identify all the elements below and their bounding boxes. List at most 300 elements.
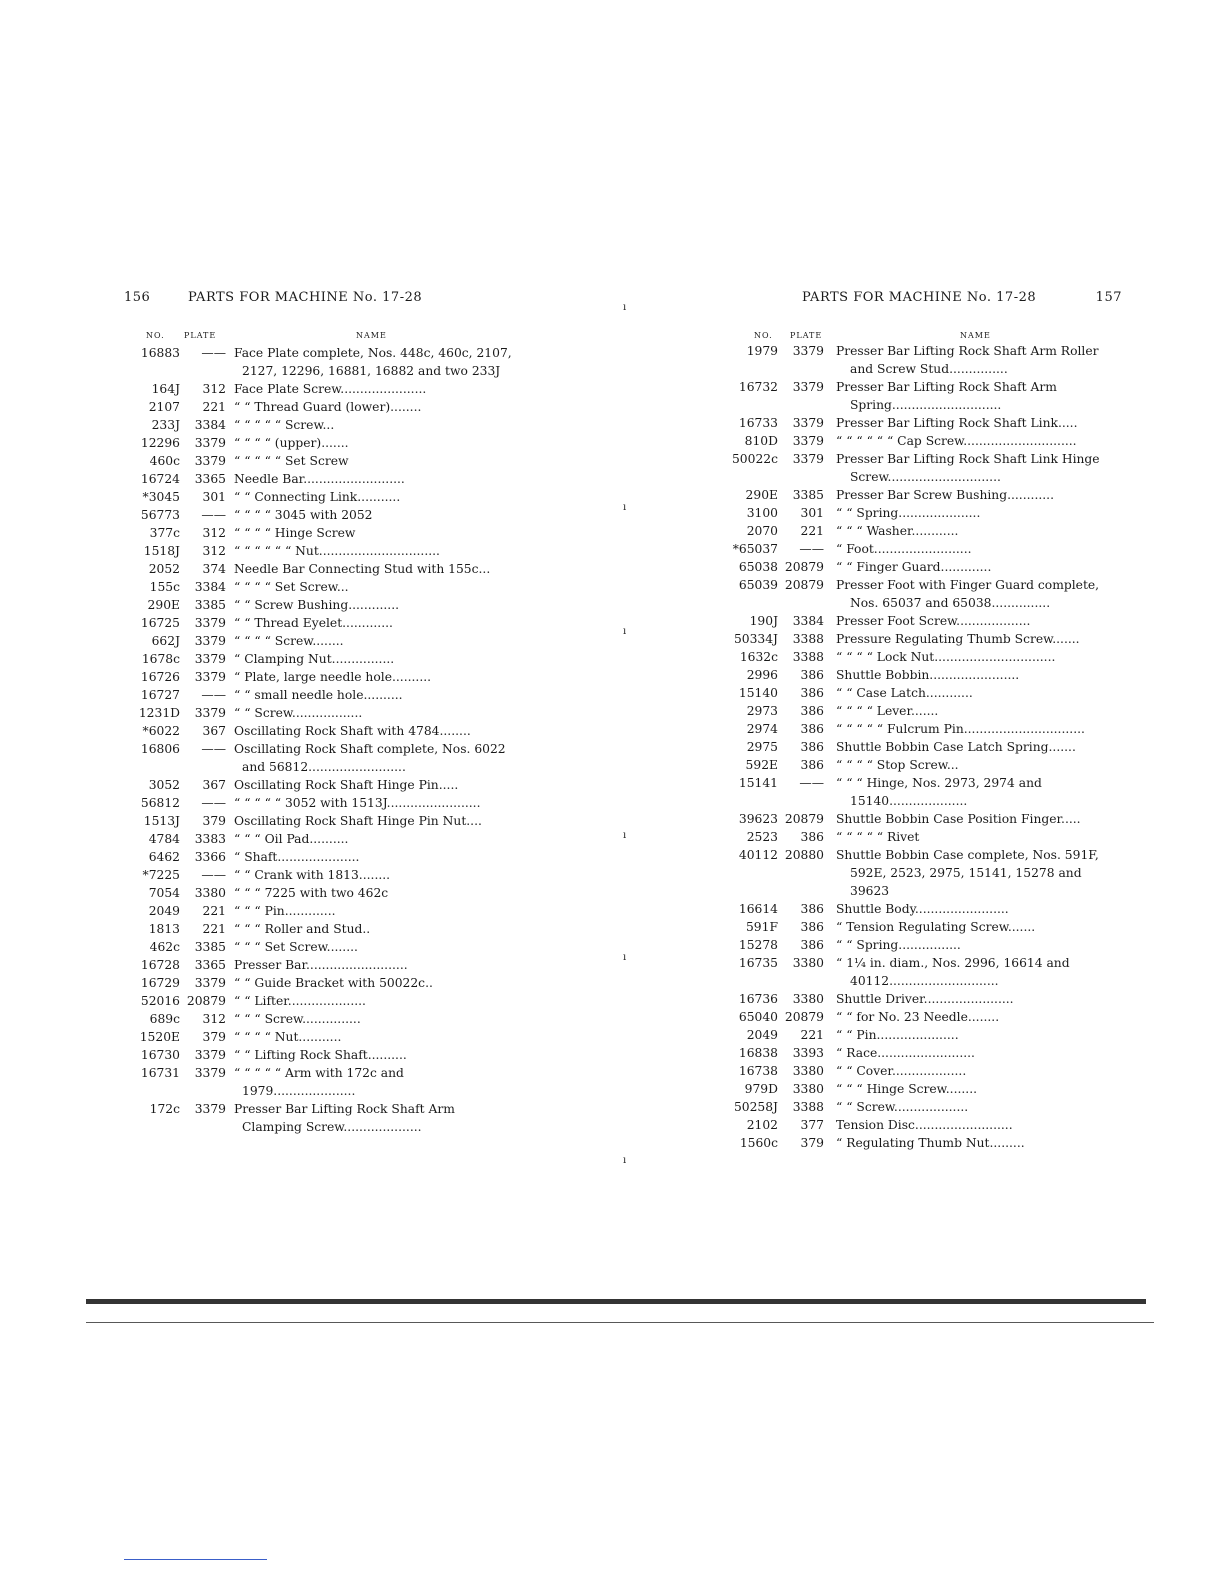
part-name: “ “ “ Screw............... bbox=[234, 1012, 361, 1026]
plate-number: 377 bbox=[800, 1118, 824, 1132]
list-item bbox=[120, 974, 518, 992]
part-name: Needle Bar.......................... bbox=[234, 472, 405, 486]
list-item bbox=[120, 542, 518, 560]
part-number: 16735 bbox=[738, 956, 778, 970]
plate-number: 221 bbox=[202, 904, 226, 918]
part-number: 16727 bbox=[140, 688, 180, 702]
right-page-title: PARTS FOR MACHINE No. 17-28 bbox=[802, 290, 1037, 305]
part-number: 12296 bbox=[140, 436, 180, 450]
part-name: “ “ small needle hole.......... bbox=[234, 688, 403, 702]
plate-number: 3385 bbox=[194, 598, 226, 612]
part-name: Shuttle Bobbin Case Position Finger..... bbox=[836, 812, 1081, 826]
part-number: 3100 bbox=[746, 506, 778, 520]
list-item bbox=[120, 398, 518, 416]
plate-number: 3384 bbox=[194, 580, 226, 594]
plate-number: 312 bbox=[202, 544, 226, 558]
list-item bbox=[730, 414, 1122, 432]
part-number: 52016 bbox=[140, 994, 180, 1008]
part-name: Presser Bar Lifting Rock Shaft Arm Roller and Screw Stud............... bbox=[836, 344, 1099, 376]
plate-number: 386 bbox=[800, 830, 824, 844]
gutter-mark: ı bbox=[623, 626, 627, 637]
plate-number: 221 bbox=[202, 400, 226, 414]
list-item bbox=[730, 702, 1122, 720]
part-name: “ “ “ “ Nut........... bbox=[234, 1030, 342, 1044]
plate-number: 379 bbox=[800, 1136, 824, 1150]
gutter-mark: ı bbox=[623, 502, 627, 513]
part-name: “ “ Thread Guard (lower)........ bbox=[234, 400, 422, 414]
plate-number: 20879 bbox=[186, 994, 226, 1008]
plate-number: 386 bbox=[800, 902, 824, 916]
part-number: 2973 bbox=[746, 704, 778, 718]
part-number: 65039 bbox=[738, 578, 778, 592]
col-header-name: NAME bbox=[960, 331, 991, 340]
list-item bbox=[730, 1134, 1122, 1152]
list-item bbox=[120, 794, 518, 812]
part-name: Oscillating Rock Shaft with 4784........ bbox=[234, 724, 471, 738]
part-name: “ “ “ Oil Pad.......... bbox=[234, 832, 349, 846]
part-name: “ “ Connecting Link........... bbox=[234, 490, 401, 504]
plate-number: 3379 bbox=[792, 380, 824, 394]
list-item bbox=[730, 828, 1122, 846]
part-number: 1979 bbox=[746, 344, 778, 358]
part-name: Oscillating Rock Shaft Hinge Pin Nut.... bbox=[234, 814, 482, 828]
list-item bbox=[730, 666, 1122, 684]
plate-number: 374 bbox=[202, 562, 226, 576]
part-name: Shuttle Driver....................... bbox=[836, 992, 1014, 1006]
plate-number: —— bbox=[201, 742, 226, 756]
list-item bbox=[120, 830, 518, 848]
list-item bbox=[730, 684, 1122, 702]
plate-number: 20879 bbox=[784, 560, 824, 574]
plate-number: 3379 bbox=[194, 1048, 226, 1062]
list-item bbox=[730, 504, 1122, 522]
part-name: “ Tension Regulating Screw....... bbox=[836, 920, 1036, 934]
part-number: 16733 bbox=[738, 416, 778, 430]
list-item bbox=[730, 576, 1122, 612]
list-item bbox=[120, 1100, 518, 1136]
scan-edge-rule bbox=[86, 1299, 1146, 1304]
part-number: 50022c bbox=[731, 452, 778, 466]
part-number: 16732 bbox=[738, 380, 778, 394]
plate-number: —— bbox=[201, 688, 226, 702]
list-item bbox=[120, 920, 518, 938]
plate-number: 367 bbox=[202, 778, 226, 792]
part-name: “ “ Spring..................... bbox=[836, 506, 981, 520]
part-name: “ 1¼ in. diam., Nos. 2996, 16614 and 40112............................ bbox=[836, 956, 1070, 988]
part-name: Shuttle Bobbin....................... bbox=[836, 668, 1020, 682]
part-number: 2102 bbox=[746, 1118, 778, 1132]
part-number: 190J bbox=[749, 614, 778, 628]
part-name: Presser Bar Lifting Rock Shaft Link..... bbox=[836, 416, 1078, 430]
right-parts-list bbox=[730, 342, 1122, 1152]
part-number: 16728 bbox=[140, 958, 180, 972]
col-header-plate: PLATE bbox=[790, 331, 823, 340]
part-name: “ “ “ “ Stop Screw... bbox=[836, 758, 959, 772]
list-item bbox=[120, 686, 518, 704]
list-item bbox=[730, 342, 1122, 378]
list-item bbox=[120, 650, 518, 668]
part-name: “ Plate, large needle hole.......... bbox=[234, 670, 432, 684]
part-number: 1813 bbox=[148, 922, 180, 936]
list-item bbox=[730, 1116, 1122, 1134]
plate-number: 221 bbox=[800, 1028, 824, 1042]
plate-number: —— bbox=[799, 776, 824, 790]
plate-number: 312 bbox=[202, 1012, 226, 1026]
plate-number: 3388 bbox=[792, 650, 824, 664]
list-item bbox=[730, 846, 1122, 900]
part-number: 172c bbox=[149, 1102, 180, 1116]
part-number: 1678c bbox=[141, 652, 180, 666]
right-page bbox=[730, 0, 1122, 1220]
part-number: 979D bbox=[744, 1082, 778, 1096]
list-item bbox=[730, 540, 1122, 558]
list-item bbox=[120, 632, 518, 650]
part-name: “ “ “ Roller and Stud.. bbox=[234, 922, 371, 936]
plate-number: 3383 bbox=[194, 832, 226, 846]
part-name: “ “ “ “ “ Screw... bbox=[234, 418, 335, 432]
list-item bbox=[120, 434, 518, 452]
list-item bbox=[120, 614, 518, 632]
list-item bbox=[730, 918, 1122, 936]
list-item bbox=[730, 612, 1122, 630]
part-number: 2996 bbox=[746, 668, 778, 682]
part-number: 4784 bbox=[148, 832, 180, 846]
part-number: 2107 bbox=[148, 400, 180, 414]
plate-number: 3379 bbox=[194, 436, 226, 450]
list-item bbox=[120, 992, 518, 1010]
list-item bbox=[120, 884, 518, 902]
list-item bbox=[120, 1064, 518, 1100]
plate-number: 379 bbox=[202, 1030, 226, 1044]
list-item bbox=[120, 956, 518, 974]
list-item bbox=[120, 1046, 518, 1064]
part-number: *3045 bbox=[142, 490, 180, 504]
part-name: “ “ “ Set Screw........ bbox=[234, 940, 358, 954]
plate-number: —— bbox=[201, 796, 226, 810]
part-name: “ “ Screw Bushing............. bbox=[234, 598, 400, 612]
list-item bbox=[120, 344, 518, 380]
part-number: 56812 bbox=[140, 796, 180, 810]
plate-number: 20879 bbox=[784, 578, 824, 592]
part-number: 16726 bbox=[140, 670, 180, 684]
list-item bbox=[120, 740, 518, 776]
list-item bbox=[120, 1028, 518, 1046]
part-number: 290E bbox=[745, 488, 778, 502]
part-name: “ “ “ “ “ “ Cap Screw............................. bbox=[836, 434, 1077, 448]
plate-number: 3379 bbox=[792, 452, 824, 466]
list-item bbox=[120, 668, 518, 686]
list-item bbox=[120, 596, 518, 614]
list-item bbox=[730, 738, 1122, 756]
part-name: Presser Bar Lifting Rock Shaft Arm Spring............................ bbox=[836, 380, 1057, 412]
list-item bbox=[730, 1080, 1122, 1098]
list-item bbox=[120, 938, 518, 956]
part-number: 1231D bbox=[138, 706, 180, 720]
plate-number: —— bbox=[799, 542, 824, 556]
part-name: Face Plate Screw...................... bbox=[234, 382, 427, 396]
scan-edge-rule bbox=[86, 1322, 1154, 1323]
left-page-number: 156 bbox=[124, 290, 151, 305]
part-number: 1520E bbox=[139, 1030, 180, 1044]
list-item bbox=[730, 900, 1122, 918]
part-name: “ “ Pin..................... bbox=[836, 1028, 959, 1042]
list-item bbox=[730, 990, 1122, 1008]
part-name: “ “ “ “ “ 3052 with 1513J........................ bbox=[234, 796, 481, 810]
part-number: 16724 bbox=[140, 472, 180, 486]
part-number: 50258J bbox=[733, 1100, 778, 1114]
part-name: “ “ “ “ (upper)....... bbox=[234, 436, 349, 450]
list-item bbox=[120, 722, 518, 740]
part-name: “ “ “ “ 3045 with 2052 bbox=[234, 508, 373, 522]
part-name: “ “ Screw.................. bbox=[234, 706, 363, 720]
list-item bbox=[730, 1008, 1122, 1026]
left-parts-list bbox=[120, 344, 518, 1136]
part-number: 2975 bbox=[746, 740, 778, 754]
plate-number: 3380 bbox=[792, 1064, 824, 1078]
list-item bbox=[730, 720, 1122, 738]
part-number: 16736 bbox=[738, 992, 778, 1006]
part-number: 15140 bbox=[738, 686, 778, 700]
left-column-headers bbox=[120, 331, 518, 343]
list-item bbox=[730, 450, 1122, 486]
part-number: 1518J bbox=[143, 544, 180, 558]
plate-number: 386 bbox=[800, 938, 824, 952]
list-item bbox=[730, 756, 1122, 774]
part-number: 16738 bbox=[738, 1064, 778, 1078]
col-header-no: NO. bbox=[146, 331, 165, 340]
list-item bbox=[730, 558, 1122, 576]
right-page-number: 157 bbox=[1095, 290, 1122, 305]
part-number: 3052 bbox=[148, 778, 180, 792]
part-number: 462c bbox=[149, 940, 180, 954]
plate-number: 301 bbox=[202, 490, 226, 504]
part-name: Presser Bar Lifting Rock Shaft Link Hinge Screw............................. bbox=[836, 452, 1100, 484]
part-name: Shuttle Bobbin Case Latch Spring....... bbox=[836, 740, 1076, 754]
plate-number: 312 bbox=[202, 526, 226, 540]
list-item bbox=[120, 578, 518, 596]
plate-number: 20879 bbox=[784, 1010, 824, 1024]
part-name: Presser Bar.......................... bbox=[234, 958, 408, 972]
part-name: “ “ Guide Bracket with 50022c.. bbox=[234, 976, 433, 990]
plate-number: 3384 bbox=[194, 418, 226, 432]
plate-number: 386 bbox=[800, 668, 824, 682]
list-item bbox=[730, 810, 1122, 828]
list-item bbox=[730, 432, 1122, 450]
list-item bbox=[730, 630, 1122, 648]
part-number: 2523 bbox=[746, 830, 778, 844]
part-name: “ “ “ “ “ Rivet bbox=[836, 830, 920, 844]
plate-number: 367 bbox=[202, 724, 226, 738]
list-item bbox=[120, 470, 518, 488]
list-item bbox=[730, 378, 1122, 414]
part-name: “ “ “ Hinge, Nos. 2973, 2974 and 15140.................... bbox=[836, 776, 1042, 808]
part-name: “ “ Lifter.................... bbox=[234, 994, 366, 1008]
plate-number: 3379 bbox=[194, 670, 226, 684]
part-number: 16806 bbox=[140, 742, 180, 756]
part-name: Shuttle Bobbin Case complete, Nos. 591F, 592E, 2523, 2975, 15141, 15278 and 39623 bbox=[836, 848, 1099, 898]
plate-number: —— bbox=[201, 346, 226, 360]
plate-number: 3379 bbox=[194, 634, 226, 648]
part-name: “ “ for No. 23 Needle........ bbox=[836, 1010, 1000, 1024]
part-number: 2049 bbox=[746, 1028, 778, 1042]
part-number: 689c bbox=[149, 1012, 180, 1026]
part-name: “ “ Screw................... bbox=[836, 1100, 969, 1114]
part-name: “ “ “ 7225 with two 462c bbox=[234, 886, 389, 900]
part-name: “ “ Lifting Rock Shaft.......... bbox=[234, 1048, 407, 1062]
plate-number: 3379 bbox=[194, 1066, 226, 1080]
part-name: “ “ “ Pin............. bbox=[234, 904, 336, 918]
list-item bbox=[120, 866, 518, 884]
plate-number: 3379 bbox=[194, 1102, 226, 1116]
part-number: 460c bbox=[149, 454, 180, 468]
list-item bbox=[120, 1010, 518, 1028]
plate-number: 3385 bbox=[792, 488, 824, 502]
part-number: 377c bbox=[149, 526, 180, 540]
part-name: Presser Bar Screw Bushing............ bbox=[836, 488, 1054, 502]
part-number: 810D bbox=[744, 434, 778, 448]
part-number: 2049 bbox=[148, 904, 180, 918]
plate-number: 3379 bbox=[194, 616, 226, 630]
part-number: *7225 bbox=[142, 868, 180, 882]
plate-number: 3388 bbox=[792, 632, 824, 646]
part-number: 15278 bbox=[738, 938, 778, 952]
left-running-head bbox=[120, 290, 518, 308]
part-name: “ “ “ “ Lever....... bbox=[836, 704, 939, 718]
part-number: 65038 bbox=[738, 560, 778, 574]
part-number: *65037 bbox=[732, 542, 778, 556]
plate-number: 221 bbox=[800, 524, 824, 538]
part-number: 592E bbox=[745, 758, 778, 772]
plate-number: —— bbox=[201, 868, 226, 882]
plate-number: 3379 bbox=[792, 416, 824, 430]
list-item bbox=[730, 936, 1122, 954]
list-item bbox=[120, 380, 518, 398]
part-name: “ “ “ Washer............ bbox=[836, 524, 959, 538]
part-name: “ “ “ “ Lock Nut............................... bbox=[836, 650, 1056, 664]
part-name: “ “ Case Latch............ bbox=[836, 686, 973, 700]
part-name: “ Clamping Nut................ bbox=[234, 652, 395, 666]
part-name: “ “ Finger Guard............. bbox=[836, 560, 992, 574]
part-name: “ “ “ “ “ Fulcrum Pin............................... bbox=[836, 722, 1085, 736]
part-name: “ “ Thread Eyelet............. bbox=[234, 616, 393, 630]
part-number: 16614 bbox=[738, 902, 778, 916]
plate-number: 301 bbox=[800, 506, 824, 520]
list-item bbox=[730, 486, 1122, 504]
part-name: “ “ “ “ “ Arm with 172c and 1979..................... bbox=[234, 1066, 404, 1098]
part-number: 40112 bbox=[738, 848, 778, 862]
plate-number: 386 bbox=[800, 920, 824, 934]
part-name: Face Plate complete, Nos. 448c, 460c, 2107, 2127, 12296, 16881, 16882 and two 233J bbox=[234, 346, 512, 378]
list-item bbox=[730, 1026, 1122, 1044]
part-number: 6462 bbox=[148, 850, 180, 864]
part-number: 2974 bbox=[746, 722, 778, 736]
plate-number: 3384 bbox=[792, 614, 824, 628]
col-header-no: NO. bbox=[754, 331, 773, 340]
gutter-mark: ı bbox=[623, 830, 627, 841]
part-name: Needle Bar Connecting Stud with 155c... bbox=[234, 562, 491, 576]
plate-number: 3379 bbox=[194, 976, 226, 990]
plate-number: 3365 bbox=[194, 958, 226, 972]
list-item bbox=[730, 774, 1122, 810]
list-item bbox=[120, 848, 518, 866]
part-number: 662J bbox=[151, 634, 180, 648]
plate-number: 3380 bbox=[792, 956, 824, 970]
left-page bbox=[120, 0, 518, 1220]
list-item bbox=[730, 1062, 1122, 1080]
part-number: 290E bbox=[147, 598, 180, 612]
part-number: 16838 bbox=[738, 1046, 778, 1060]
part-number: 1632c bbox=[739, 650, 778, 664]
part-number: 591F bbox=[745, 920, 778, 934]
plate-number: 379 bbox=[202, 814, 226, 828]
col-header-name: NAME bbox=[356, 331, 387, 340]
plate-number: 3379 bbox=[194, 652, 226, 666]
part-number: 7054 bbox=[148, 886, 180, 900]
plate-number: 3379 bbox=[194, 454, 226, 468]
part-name: “ “ Cover................... bbox=[836, 1064, 967, 1078]
left-page-title: PARTS FOR MACHINE No. 17-28 bbox=[188, 290, 423, 305]
part-name: “ “ “ “ “ Set Screw bbox=[234, 454, 349, 468]
plate-number: 221 bbox=[202, 922, 226, 936]
part-name: “ Race......................... bbox=[836, 1046, 975, 1060]
list-item bbox=[730, 522, 1122, 540]
plate-number: 3379 bbox=[792, 434, 824, 448]
list-item bbox=[120, 416, 518, 434]
part-name: Presser Bar Lifting Rock Shaft Arm Clamping Screw.................... bbox=[234, 1102, 455, 1134]
part-number: 1560c bbox=[739, 1136, 778, 1150]
plate-number: —— bbox=[201, 508, 226, 522]
part-number: 155c bbox=[149, 580, 180, 594]
list-item bbox=[120, 560, 518, 578]
plate-number: 3380 bbox=[792, 992, 824, 1006]
plate-number: 3380 bbox=[194, 886, 226, 900]
plate-number: 386 bbox=[800, 722, 824, 736]
part-name: “ “ “ “ Set Screw... bbox=[234, 580, 349, 594]
list-item bbox=[730, 1098, 1122, 1116]
part-name: “ Regulating Thumb Nut......... bbox=[836, 1136, 1025, 1150]
part-name: “ “ Crank with 1813........ bbox=[234, 868, 391, 882]
plate-number: 386 bbox=[800, 704, 824, 718]
part-name: Presser Foot Screw................... bbox=[836, 614, 1031, 628]
part-number: 16731 bbox=[140, 1066, 180, 1080]
part-number: 65040 bbox=[738, 1010, 778, 1024]
part-name: “ “ “ “ Screw........ bbox=[234, 634, 344, 648]
gutter-mark: ı bbox=[623, 302, 627, 313]
list-item bbox=[120, 524, 518, 542]
part-number: 16730 bbox=[140, 1048, 180, 1062]
plate-number: 312 bbox=[202, 382, 226, 396]
gutter-mark: ı bbox=[623, 1155, 627, 1166]
list-item bbox=[120, 704, 518, 722]
part-number: 2052 bbox=[148, 562, 180, 576]
part-number: 16729 bbox=[140, 976, 180, 990]
part-name: Oscillating Rock Shaft Hinge Pin..... bbox=[234, 778, 459, 792]
part-name: “ “ “ Hinge Screw........ bbox=[836, 1082, 978, 1096]
plate-number: 386 bbox=[800, 740, 824, 754]
list-item bbox=[730, 1044, 1122, 1062]
footer-link-underline bbox=[124, 1559, 267, 1560]
part-number: 15141 bbox=[738, 776, 778, 790]
plate-number: 20879 bbox=[784, 812, 824, 826]
part-number: 1513J bbox=[143, 814, 180, 828]
part-number: 233J bbox=[151, 418, 180, 432]
part-number: 2070 bbox=[746, 524, 778, 538]
right-running-head bbox=[730, 290, 1122, 308]
part-name: Oscillating Rock Shaft complete, Nos. 6022 and 56812......................... bbox=[234, 742, 506, 774]
plate-number: 3379 bbox=[194, 706, 226, 720]
plate-number: 3388 bbox=[792, 1100, 824, 1114]
plate-number: 3365 bbox=[194, 472, 226, 486]
